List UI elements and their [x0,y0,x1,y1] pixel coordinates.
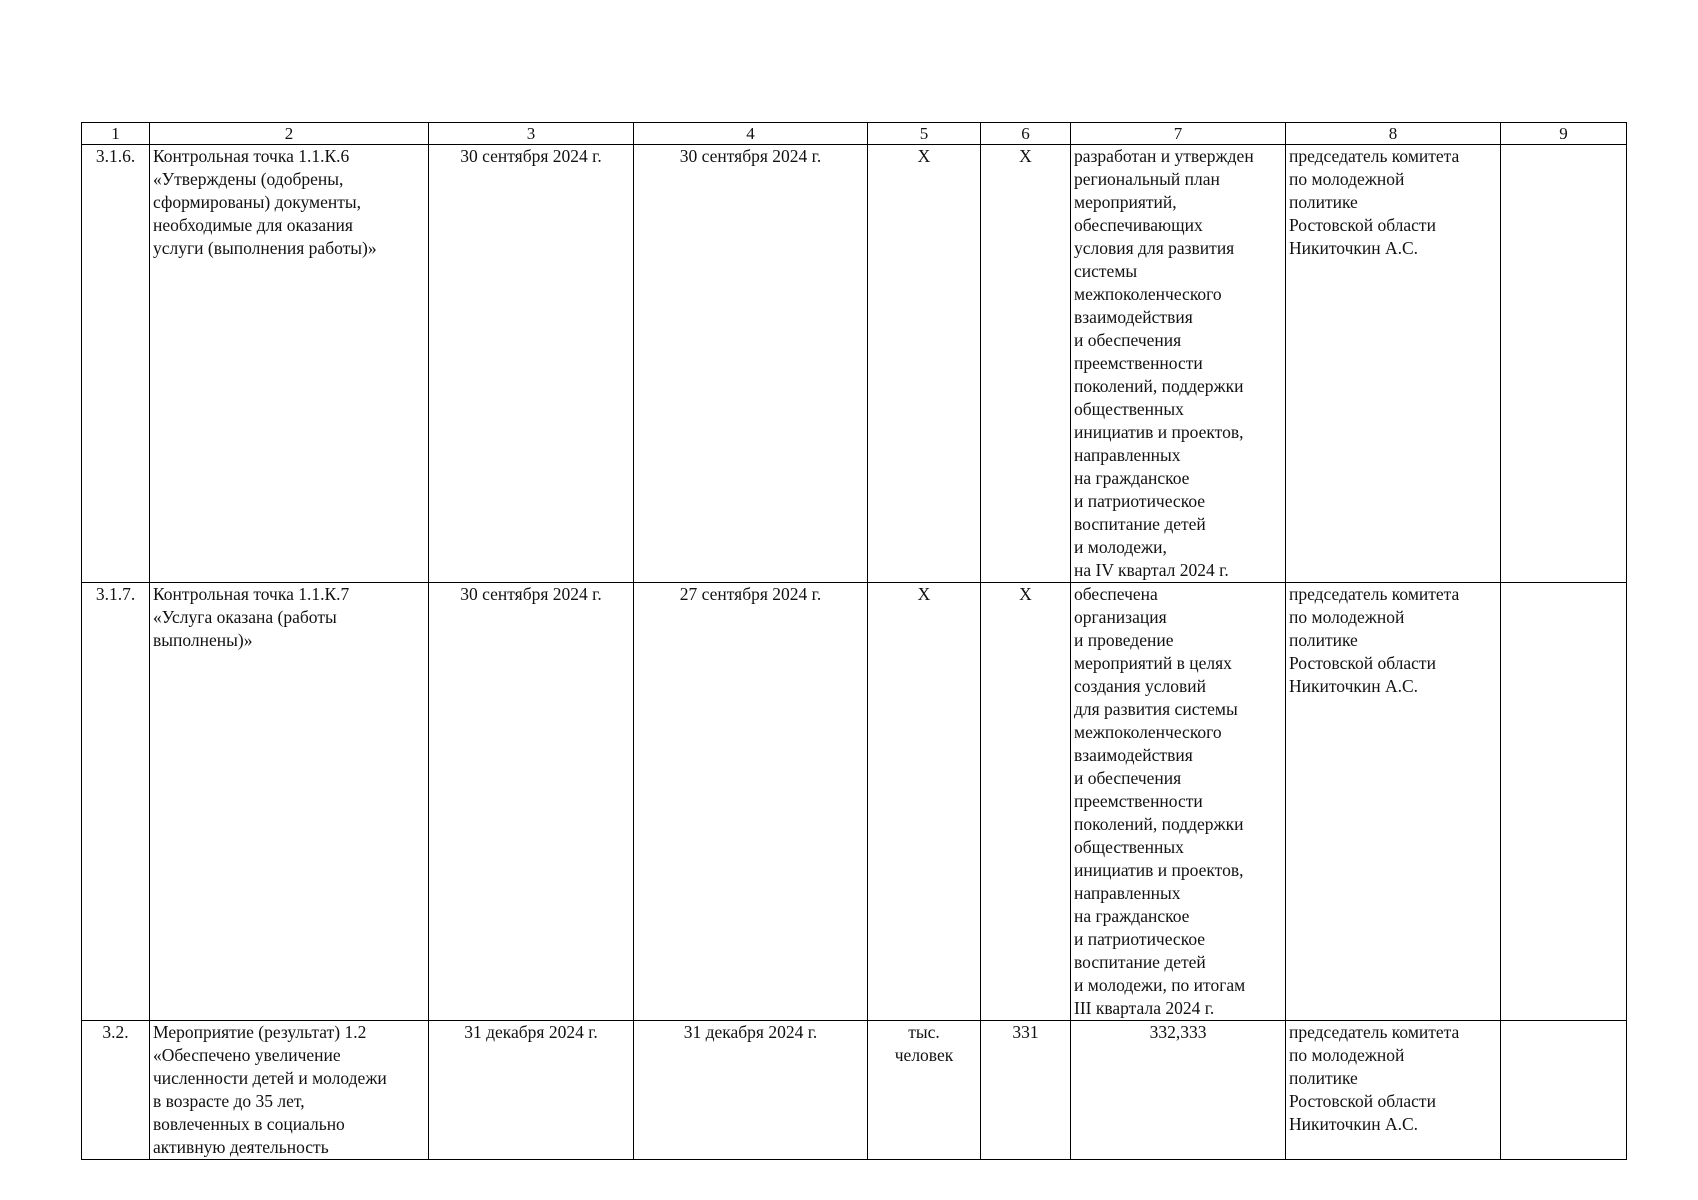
column-header-8: 8 [1286,123,1501,145]
column-header-9: 9 [1501,123,1627,145]
unit-cell: тыс. человек [868,1021,981,1160]
column-header-7: 7 [1071,123,1286,145]
actual-date-cell: 27 сентября 2024 г. [634,583,868,1021]
column-number-header-row [82,123,1627,145]
control-point-name-cell: Контрольная точка 1.1.К.6 «Утверждены (одобрены, сформированы) документы, необходимые для оказания услуги (выполнения работы)» [150,145,429,583]
note-cell [1501,583,1627,1021]
row-number-cell: 3.1.7. [82,583,150,1021]
planned-value-cell: X [981,145,1071,583]
control-point-name-cell: Контрольная точка 1.1.К.7 «Услуга оказана (работы выполнены)» [150,583,429,1021]
responsible-cell: председатель комитета по молодежной политике Ростовской области Никиточкин А.С. [1286,583,1501,1021]
responsible-cell: председатель комитета по молодежной политике Ростовской области Никиточкин А.С. [1286,1021,1501,1160]
result-cell: разработан и утвержден региональный план мероприятий, обеспечивающих условия для развития системы межпоколенческого взаимодействия и обеспечения преемственности поколений, поддержки общественных инициатив и проектов, направленных на гражданское и патриотическое воспитание детей и молодежи, на IV квартал 2024 г. [1071,145,1286,583]
column-header-3: 3 [429,123,634,145]
unit-cell: X [868,145,981,583]
note-cell [1501,1021,1627,1160]
actual-date-cell: 30 сентября 2024 г. [634,145,868,583]
control-point-name-cell: Мероприятие (результат) 1.2 «Обеспечено увеличение численности детей и молодежи в возрасте до 35 лет, вовлеченных в социально активную деятельность [150,1021,429,1160]
result-cell: обеспечена организация и проведение мероприятий в целях создания условий для развития системы межпоколенческого взаимодействия и обеспечения преемственности поколений, поддержки общественных инициатив и проектов, направленных на гражданское и патриотическое воспитание детей и молодежи, по итогам III квартала 2024 г. [1071,583,1286,1021]
document-page [81,122,1626,1160]
actual-date-cell: 31 декабря 2024 г. [634,1021,868,1160]
column-header-1: 1 [82,123,150,145]
note-cell [1501,145,1627,583]
responsible-cell: председатель комитета по молодежной политике Ростовской области Никиточкин А.С. [1286,145,1501,583]
planned-value-cell: 331 [981,1021,1071,1160]
planned-date-cell: 31 декабря 2024 г. [429,1021,634,1160]
row-number-cell: 3.1.6. [82,145,150,583]
control-points-table [81,122,1627,1160]
planned-date-cell: 30 сентября 2024 г. [429,145,634,583]
column-header-6: 6 [981,123,1071,145]
table-row [82,1021,1627,1160]
column-header-2: 2 [150,123,429,145]
table-row [82,583,1627,1021]
unit-cell: X [868,583,981,1021]
planned-date-cell: 30 сентября 2024 г. [429,583,634,1021]
table-row [82,145,1627,583]
column-header-5: 5 [868,123,981,145]
column-header-4: 4 [634,123,868,145]
result-cell: 332,333 [1071,1021,1286,1160]
row-number-cell: 3.2. [82,1021,150,1160]
planned-value-cell: X [981,583,1071,1021]
